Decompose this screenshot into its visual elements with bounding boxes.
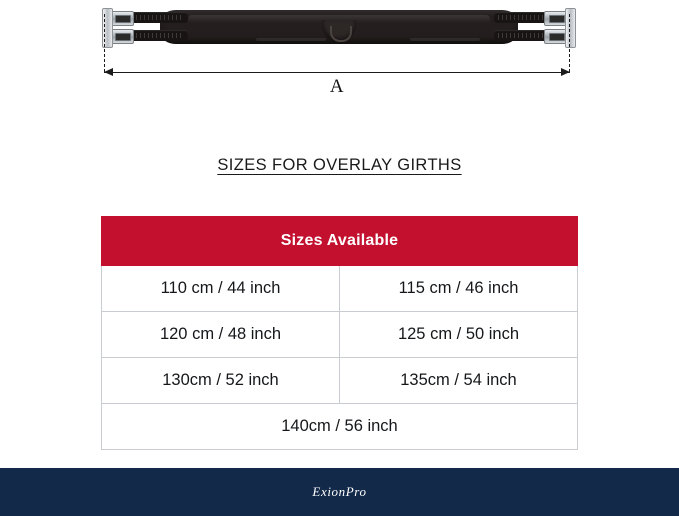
dimension-tick-right: [569, 14, 570, 72]
dimension-arrow-left-icon: [104, 68, 113, 76]
dimension-callout: [104, 14, 570, 97]
size-cell: 120 cm / 48 inch: [102, 312, 340, 358]
size-cell: 115 cm / 46 inch: [340, 266, 578, 312]
dimension-line: [104, 72, 570, 73]
sizes-table: [101, 216, 578, 450]
dimension-label: A: [329, 76, 345, 97]
table-row: [102, 404, 578, 450]
page-title: SIZES FOR OVERLAY GIRTHS: [217, 156, 462, 174]
size-cell-full-width: 140cm / 56 inch: [102, 404, 578, 450]
size-cell: 110 cm / 44 inch: [102, 266, 340, 312]
brand-logo: ExionPro: [312, 484, 367, 499]
footer-bar: [0, 468, 679, 516]
table-row: [102, 312, 578, 358]
table-row: [102, 266, 578, 312]
size-cell: 135cm / 54 inch: [340, 358, 578, 404]
product-illustration-area: [0, 0, 679, 120]
size-cell: 125 cm / 50 inch: [340, 312, 578, 358]
table-header-cell: Sizes Available: [102, 217, 578, 266]
size-cell: 130cm / 52 inch: [102, 358, 340, 404]
table-row: [102, 358, 578, 404]
dimension-arrow-right-icon: [561, 68, 570, 76]
table-header-row: [102, 217, 578, 266]
dimension-tick-left: [104, 14, 105, 72]
